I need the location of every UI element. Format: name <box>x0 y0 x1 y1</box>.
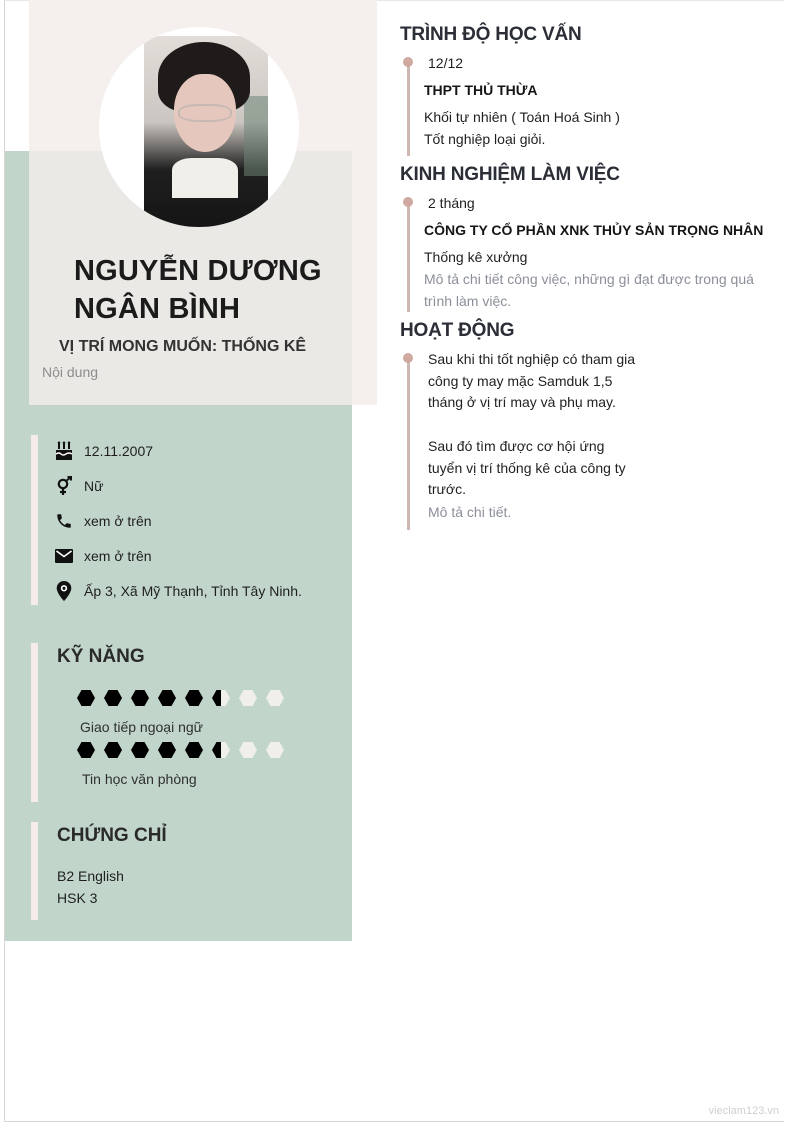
birthday-row[interactable] <box>54 439 153 463</box>
contact-accent-bar <box>31 435 38 605</box>
phone-icon <box>54 511 74 531</box>
skill-rating-hex <box>131 690 149 706</box>
address-value: Ấp 3, Xã Mỹ Thạnh, Tỉnh Tây Ninh. <box>84 583 302 599</box>
activities-note[interactable]: Mô tả chi tiết. <box>428 504 512 520</box>
skill-rating-hex <box>158 690 176 706</box>
birthday-value: 12.11.2007 <box>84 443 154 459</box>
skills-heading[interactable]: KỸ NĂNG <box>57 646 145 667</box>
skill-rating-hex <box>212 690 230 706</box>
experience-period[interactable]: 2 tháng <box>428 195 475 211</box>
skill-label[interactable]: Giao tiếp ngoại ngữ <box>80 719 204 735</box>
activities-heading[interactable]: HOẠT ĐỘNG <box>400 320 515 341</box>
experience-timeline-dot <box>403 197 413 207</box>
skill-rating-hex <box>104 690 122 706</box>
watermark: vieclam123.vn <box>708 1105 779 1117</box>
experience-heading[interactable]: KINH NGHIỆM LÀM VIỆC <box>400 164 620 185</box>
education-period[interactable]: 12/12 <box>428 55 464 71</box>
education-timeline-dot <box>403 57 413 67</box>
skill-rating[interactable] <box>77 742 293 760</box>
gender-row[interactable] <box>54 474 103 498</box>
education-heading[interactable]: TRÌNH ĐỘ HỌC VẤN <box>400 24 582 45</box>
skill-rating-hex <box>158 742 176 758</box>
phone-row[interactable] <box>54 509 152 533</box>
skill-rating-hex <box>212 742 230 758</box>
education-school[interactable]: THPT THỦ THỪA <box>424 82 538 98</box>
education-detail[interactable]: Khối tự nhiên ( Toán Hoá Sinh ) <box>424 109 620 125</box>
certificate-item[interactable]: HSK 3 <box>57 890 98 906</box>
skill-rating-hex <box>185 742 203 758</box>
full-name[interactable]: NGUYỄN DƯƠNG NGÂN BÌNH <box>74 255 322 325</box>
experience-role[interactable]: Thống kê xưởng <box>424 249 528 265</box>
experience-company[interactable]: CÔNG TY CỔ PHẦN XNK THỦY SẢN TRỌNG NHÂN <box>424 222 764 238</box>
skill-rating[interactable] <box>77 690 293 708</box>
phone-value: xem ở trên <box>84 513 152 529</box>
skill-rating-hex <box>77 690 95 706</box>
certificates-accent-bar <box>31 822 38 920</box>
activities-timeline <box>407 356 410 530</box>
birthday-cake-icon <box>54 441 74 461</box>
address-row[interactable] <box>54 579 302 603</box>
gender-icon <box>54 476 74 496</box>
header-panel-extension <box>352 151 377 405</box>
education-timeline <box>407 60 410 156</box>
certificates-heading[interactable]: CHỨNG CHỈ <box>57 825 167 846</box>
certificate-item[interactable]: B2 English <box>57 868 124 884</box>
activities-timeline-dot <box>403 353 413 363</box>
skill-rating-hex <box>77 742 95 758</box>
activities-paragraph[interactable]: Sau khi thi tốt nghiệp có tham gia công ty may mặc Samduk 1,5 tháng ở vị trí may và phụ may. <box>428 351 636 411</box>
email-value: xem ở trên <box>84 548 152 564</box>
skill-rating-hex <box>239 690 257 706</box>
skill-label[interactable]: Tin học văn phòng <box>82 771 197 787</box>
skill-rating-hex <box>266 742 284 758</box>
skill-rating-hex <box>239 742 257 758</box>
experience-description[interactable]: Mô tả chi tiết công việc, những gì đạt được trong quá trình làm việc. <box>424 271 754 309</box>
avatar-photo <box>144 36 268 227</box>
position-note[interactable]: Nội dung <box>42 364 99 380</box>
avatar[interactable] <box>99 27 299 227</box>
desired-position[interactable]: VỊ TRÍ MONG MUỐN: THỐNG KÊ <box>59 338 307 355</box>
activities-paragraph[interactable]: Sau đó tìm được cơ hội ứng tuyển vị trí thống kê của công ty trước. <box>428 438 626 498</box>
skills-accent-bar <box>31 643 38 802</box>
gender-value: Nữ <box>84 478 104 494</box>
email-row[interactable] <box>54 544 152 568</box>
location-pin-icon <box>54 581 74 601</box>
skill-rating-hex <box>185 690 203 706</box>
skill-rating-hex <box>131 742 149 758</box>
skill-rating-hex <box>104 742 122 758</box>
skill-rating-hex <box>266 690 284 706</box>
email-icon <box>54 546 74 566</box>
experience-timeline <box>407 200 410 312</box>
education-result[interactable]: Tốt nghiệp loại giỏi. <box>424 131 546 147</box>
